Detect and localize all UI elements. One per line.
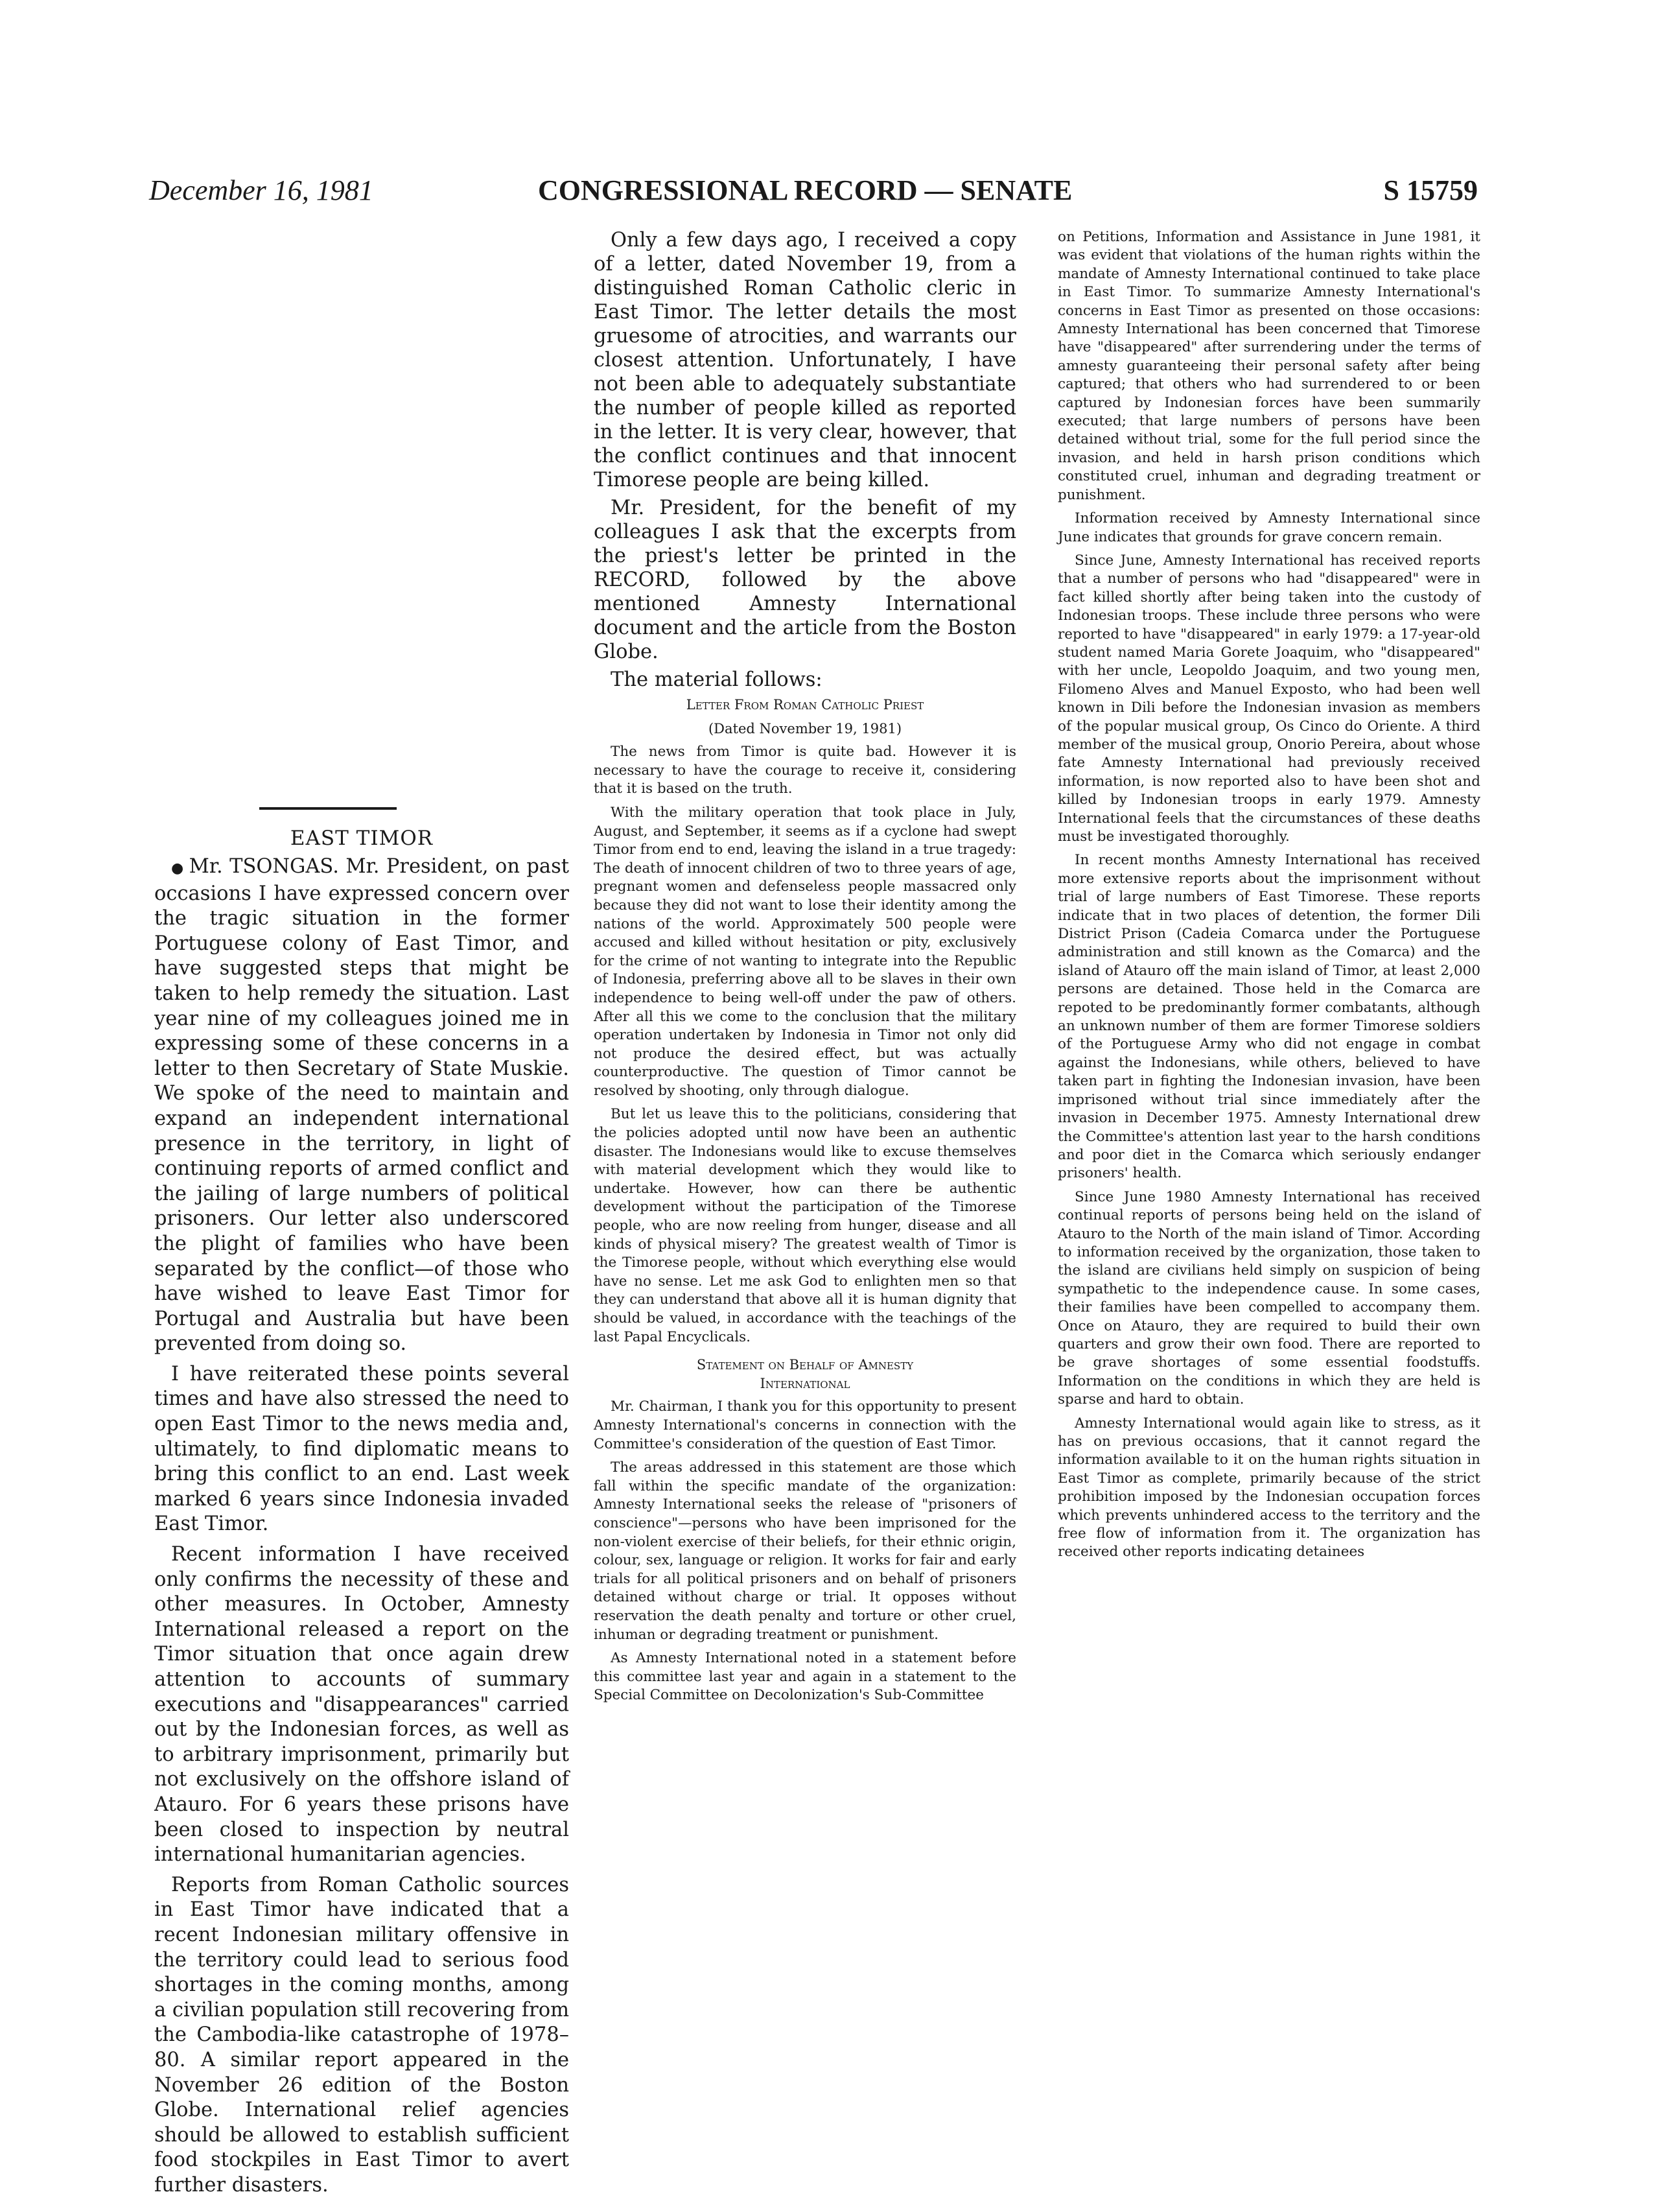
paragraph: Since June, Amnesty International has received reports that a number of persons who had "disappeared" were in fact killed shortly after being taken into the custody of Indonesian troops. These include three persons who were reported to have "disappeared" in early 1979: a 17-year-old student named Maria Gorete Joaquim, who "disappeared" with her uncle, Leopoldo Joaquim, and two young men, Filomeno Alves and Manuel Exposto, who had been well known in Dili before the Indonesian invasion as members of the popular musical group, Os Cinco do Oriente. A third member of the musical group, Onorio Pereira, about whose fate Amnesty International had previously received information, is now reported also to have been shot and killed by Indonesian troops in early 1979. Amnesty International feels that the circumstances of these deaths must be investigated thoroughly.: [1058, 552, 1480, 845]
paragraph: I have reiterated these points several times and have also stressed the need to open East Timor to the news media and, ultimately, to find diplomatic means to bring this conflict to an end. Last week marked 6 years since Indonesia invaded East Timor.: [154, 1362, 569, 1536]
publication-title: CONGRESSIONAL RECORD — SENATE: [538, 174, 1073, 206]
paragraph: In recent months Amnesty International has received more extensive reports about the imprisonment without trial of large numbers of East Timorese. These reports indicate that in two places of detention, the former Dili District Prison (Cadeia Comarca under the Portuguese administration and still known as the Comarca) and the island of Atauro off the main island of Timor, at least 2,000 persons are detained. Those held in the Comarca are repoted to be predominantly former combatants, although an unknown number of them are former Timorese soldiers of the Portuguese Army who did not engage in combat against the Indonesians, while others, believed to have taken part in fighting the Indonesian invasion, have been imprisoned without trial since immediately after the invasion in December 1975. Amnesty International drew the Committee's attention last year to the harsh conditions and poor diet in the Comarca which seriously endanger prisoners' health.: [1058, 852, 1480, 1182]
paragraph: Reports from Roman Catholic sources in East Timor have indicated that a recent Indonesian military offensive in the territory could lead to serious food shortages in the coming months, among a civilian population still recovering from the Cambodia-like catastrophe of 1978–80. A similar report appeared in the November 26 edition of the Boston Globe. International relief agencies should be allowed to establish sufficient food stockpiles in East Timor to avert further disasters.: [154, 1873, 570, 2197]
paragraph: on Petitions, Information and Assistance in June 1981, it was evident that violations of the human rights within the mandate of Amnesty International continued to take place in East Timor. To summarize Amnesty International's concerns in East Timor as presented on those occasions: Amnesty International has been concerned that Timorese have "disappeared" after surrendering under the terms of amnesty guaranteeing their personal safety after being captured; that others who had surrendered to or been captured by Indonesian forces have been summarily executed; that large numbers of persons have been detained without trial, some for the full period since the invasion, and held in harsh prison conditions which constituted cruel, inhuman and degrading treatment or punishment.: [1058, 229, 1480, 503]
paragraph: The material follows:: [611, 668, 822, 691]
paragraph: Amnesty International would again like to stress, as it has on previous occasions, that it cannot regard the information available to it on the human rights situation in East Timor as complete, primarily because of the strict prohibition imposed by the Indonesian occupation forces which prevents unhindered access to the territory and the free flow of information from it. The organization has received other reports indicating detainees: [1058, 1415, 1480, 1561]
page-header: [149, 174, 1478, 219]
paragraph: Only a few days ago, I received a copy of a letter, dated November 19, from a distinguished Roman Catholic cleric in East Timor. The letter details the most gruesome of atrocities, and warrants our closest attention. Unfortunately, I have not been able to adequately substantiate the number of people killed as reported in the letter. It is very clear, however, that the conflict continues and that innocent Timorese people are being killed.: [594, 229, 1016, 491]
paragraph: Recent information I have received only confirms the necessity of these and other measures. In October, Amnesty International released a report on the Timor situation that once again drew attention to accounts of summary executions and "disappearances" carried out by the Indonesian forces, as well as to arbitrary imprisonment, primarily but not exclusively on the offshore island of Atauro. For 6 years these prisons have been closed to inspection by neutral international humanitarian agencies.: [154, 1543, 569, 1867]
paragraph-text: Mr. TSONGAS. Mr. President, on past occasions I have expressed concern over the tragic situation in the former Portuguese colony of East Timor, and have suggested steps that might be taken to help remedy the situation. Last year nine of my colleagues joined me in expressing some of these concerns in a letter to then Secretary of State Muskie. We spoke of the need to maintain and expand an independent international presence in the territory, in light of continuing reports of armed conflict and the jailing of large numbers of political prisoners. Our letter also underscored the plight of families who have been separated by the conflict—of those who have wished to leave East Timor for Portugal and Australia but have been prevented from doing so.: [154, 855, 569, 1356]
statement-heading: Statement on Behalf of Amnesty: [696, 1357, 914, 1373]
section-title: EAST TIMOR: [290, 827, 434, 850]
column-1: [154, 854, 569, 2203]
letter-heading: Letter From Roman Catholic Priest: [686, 697, 924, 713]
paragraph: Since June 1980 Amnesty International has received continual reports of persons being held on the island of Atauro to the North of the main island of Timor. According to information received by the organization, those taken to the island are civilians held simply on suspicion of being sympathetic to the independence cause. In some cases, their families have been compelled to accompany them. Once on Atauro, they are required to build their own quarters and grow their own food. There are reported to be grave shortages of some essential foodstuffs. Information on the conditions in which they are held is sparse and hard to obtain.: [1058, 1188, 1480, 1408]
section-divider: [259, 807, 397, 810]
column-3: [1058, 228, 1480, 1567]
page-number: S 15759: [1383, 174, 1478, 206]
paragraph: Mr. President, for the benefit of my colleagues I ask that the excerpts from the priest's letter be printed in the RECORD, followed by the above mentioned Amnesty International document and the article from the Boston Globe.: [594, 497, 1016, 663]
letter-date: (Dated November 19, 1981): [708, 720, 902, 736]
paragraph: [154, 854, 569, 1357]
issue-date: December 16, 1981: [149, 174, 373, 206]
paragraph: With the military operation that took place in July, August, and September, it seems as if a cyclone had swept Timor from end to end, leaving the island in a true tragedy: The death of innocent children of two to three years of age, pregnant women and defenseless people massacred only because they did not want to lose their identity among the nations of the world. Approximately 500 people were accused and killed without hesitation or pity, exclusively for the crime of not wanting to integrate into the Republic of Indonesia, preferring above all to be slaves in their own independence to being well-off under the paw of others. After all this we come to the conclusion that the military operation undertaken by Indonesia in Timor not only did not produce the desired effect, but was actually counterproductive. The question of Timor cannot be resolved by shooting, only through dialogue.: [594, 804, 1016, 1099]
paragraph: The areas addressed in this statement are those which fall within the specific mandate of the organization: Amnesty International seeks the release of "prisoners of conscience"—persons who have been imprisoned for the non-violent exercise of their beliefs, for their ethnic origin, colour, sex, language or religion. It works for fair and early trials for all political prisoners and on behalf of prisoners detained without charge or trial. It opposes without reservation the death penalty and torture or other cruel, inhuman or degrading treatment or punishment.: [594, 1459, 1016, 1643]
paragraph: The news from Timor is quite bad. However it is necessary to have the courage to receive it, considering that it is based on the truth.: [594, 744, 1016, 797]
bullet-icon: ●: [171, 860, 189, 877]
paragraph: As Amnesty International noted in a statement before this committee last year and again in a statement to the Special Committee on Decolonization's Sub-Committee: [594, 1650, 1016, 1704]
paragraph: But let us leave this to the politicians, considering that the policies adopted until now have been an authentic disaster. The Indonesians would like to excuse themselves with material development which they would like to undertake. However, how can there be authentic development without the participation of the Timorese people, who are now reeling from hunger, disease and all kinds of physical misery? The greatest wealth of Timor is the Timorese people, without which everything else would have no sense. Let me ask God to enlighten men so that they can understand that above all it is human dignity that should be valued, in accordance with the teachings of the last Papal Encyclicals.: [594, 1106, 1016, 1345]
paragraph: Mr. Chairman, I thank you for this opportunity to present Amnesty International's concerns in connection with the Committee's consideration of the question of East Timor.: [594, 1398, 1016, 1452]
statement-heading-line-2: International: [760, 1375, 850, 1391]
paragraph: Information received by Amnesty International since June indicates that grounds for grave concern remain.: [1058, 510, 1480, 545]
column-2: [594, 228, 1016, 1710]
